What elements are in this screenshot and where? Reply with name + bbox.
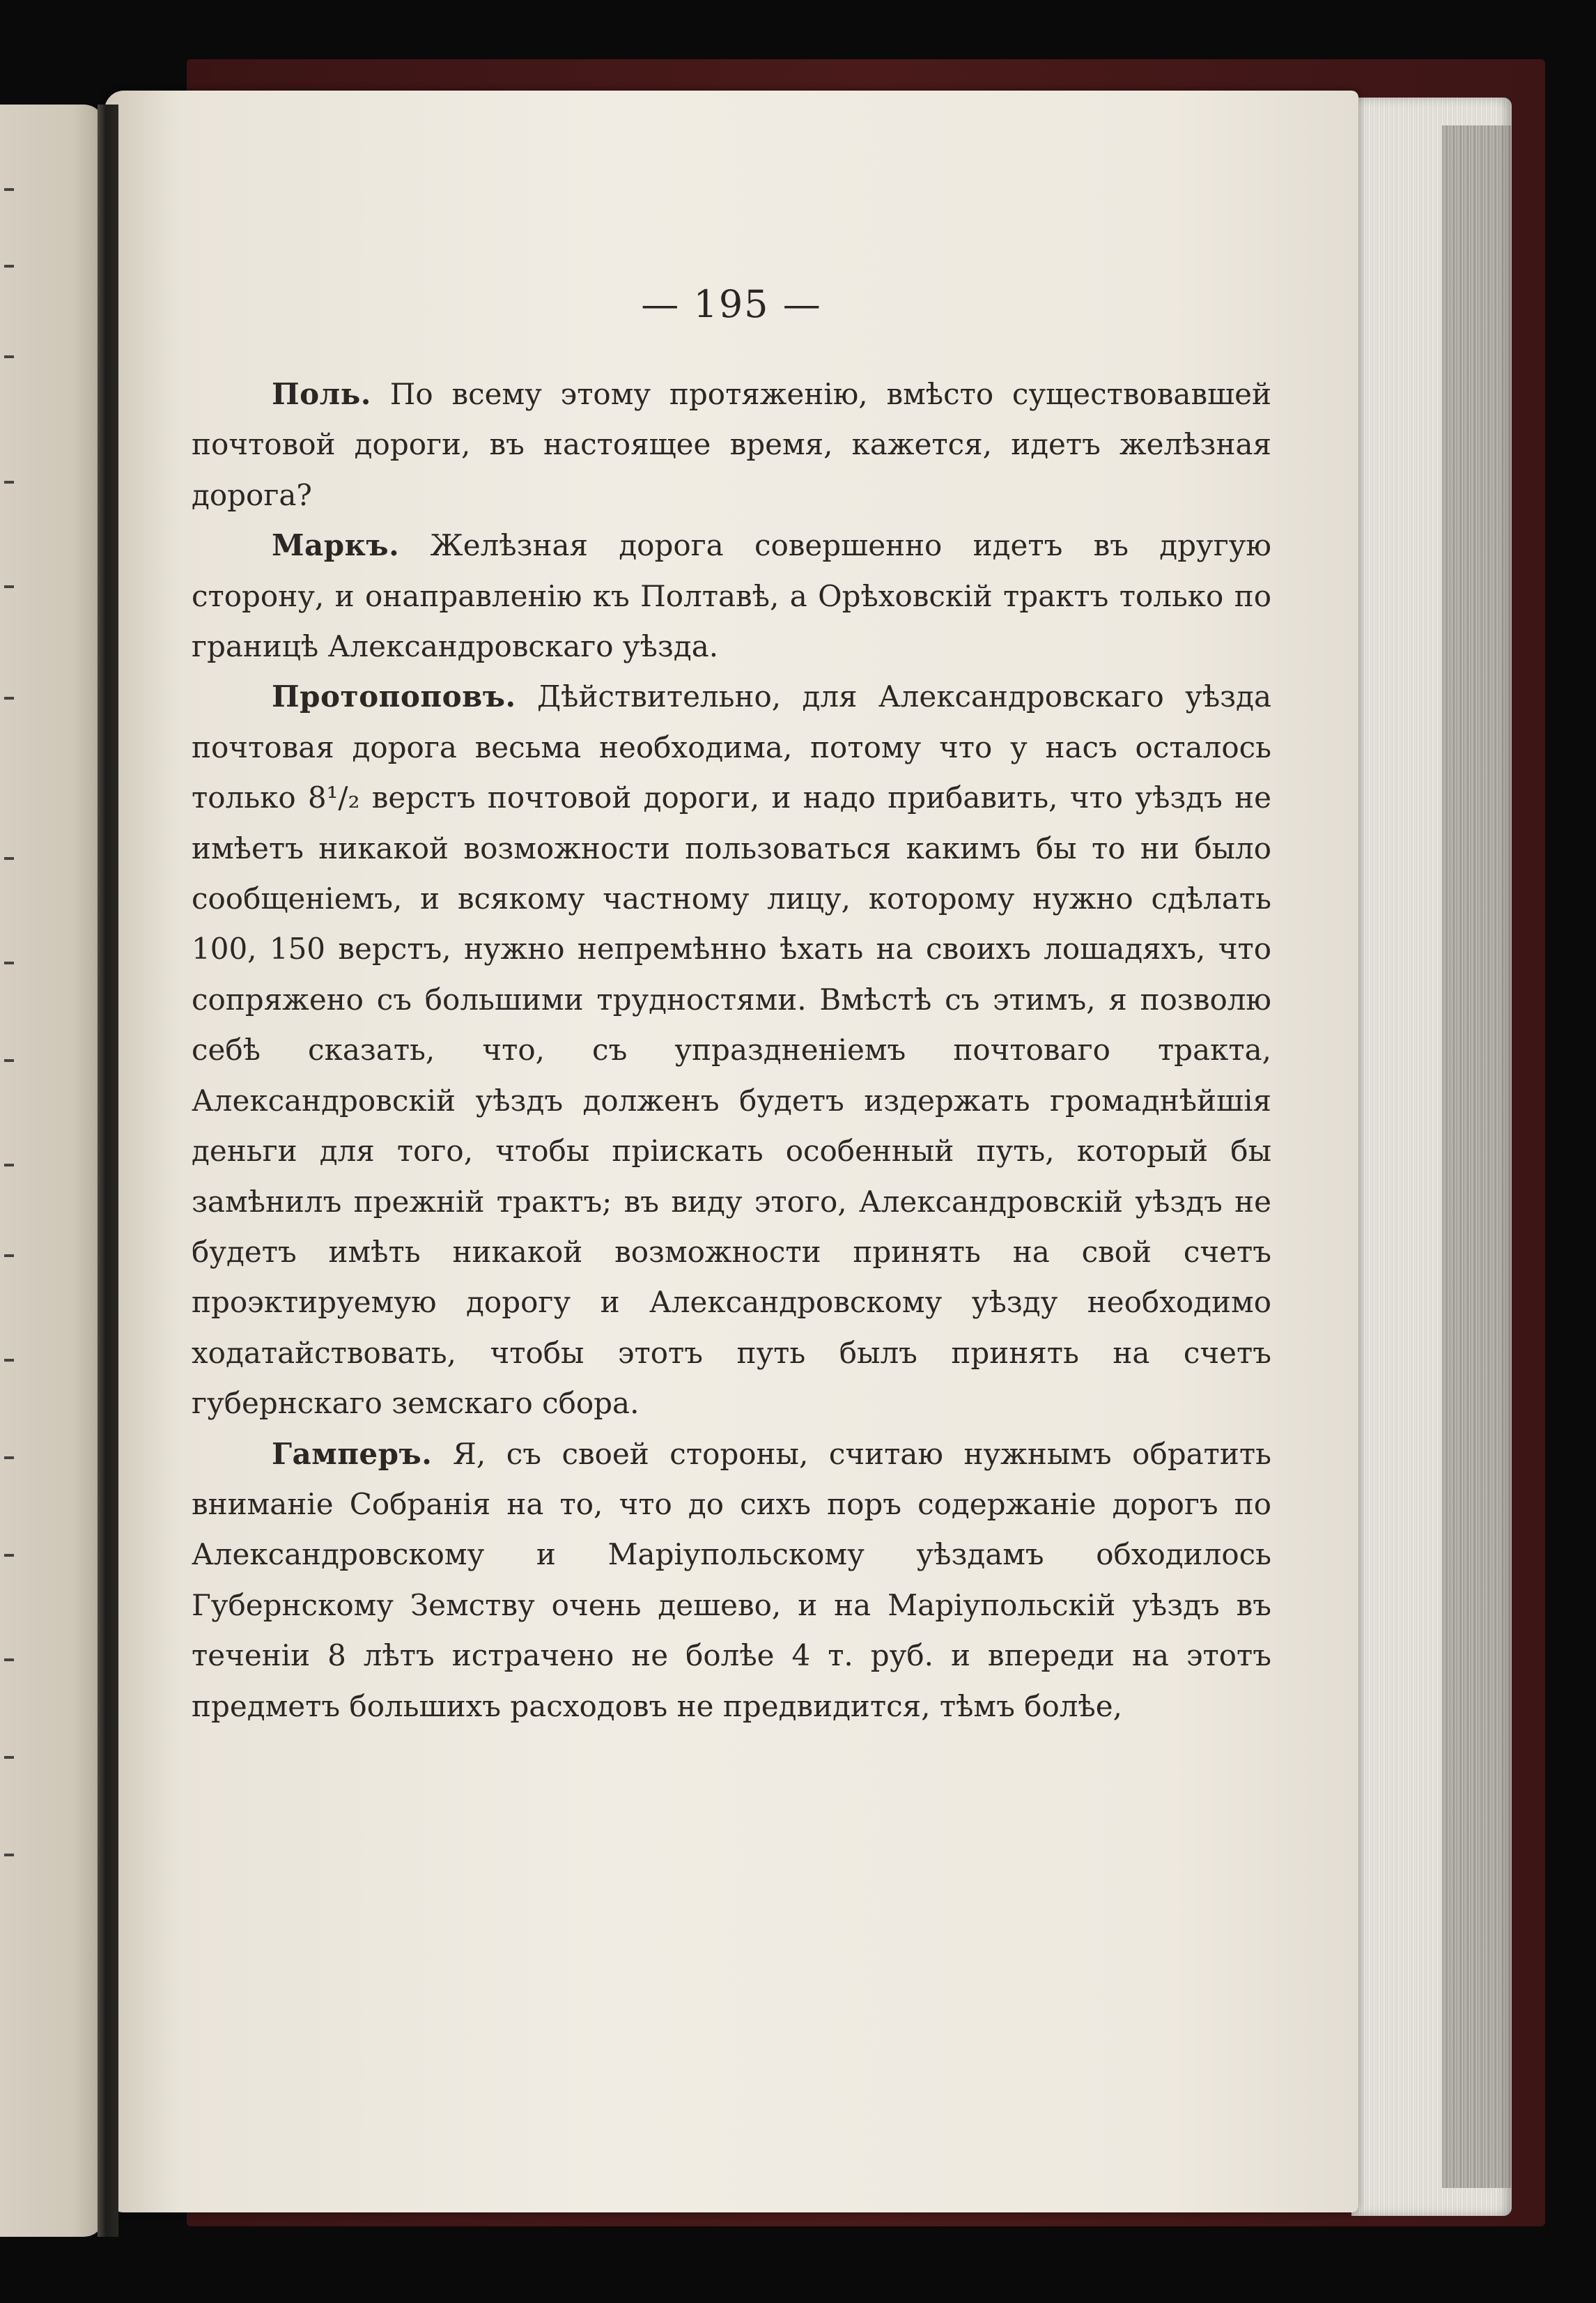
paragraph-text: Желѣзная дорога совершенно идетъ въ другую сторону, и онаправленію къ Полтавѣ, а Орѣховскій трактъ только по границѣ Александровскаго уѣзда.	[192, 528, 1271, 664]
speaker-name: Маркъ.	[272, 528, 400, 563]
speaker-name: Гамперъ.	[272, 1436, 433, 1471]
text-fragment	[4, 355, 14, 358]
text-fragment	[4, 585, 14, 588]
text-fragment	[4, 188, 14, 191]
book-gutter	[98, 105, 118, 2237]
paragraph	[192, 1429, 1271, 1732]
text-fragment	[4, 1658, 14, 1661]
text-fragment	[4, 1164, 14, 1166]
text-fragment	[4, 1254, 14, 1257]
left-page-text-edge	[0, 105, 21, 2237]
speaker-name: Протопоповъ.	[272, 679, 516, 714]
text-fragment	[4, 265, 14, 268]
text-fragment	[4, 1359, 14, 1362]
speaker-name: Поль.	[272, 377, 371, 411]
text-fragment	[4, 481, 14, 484]
page-text	[192, 369, 1271, 1732]
left-facing-page	[0, 105, 104, 2237]
text-fragment	[4, 1854, 14, 1856]
paragraph-text: По всему этому протяженію, вмѣсто существовавшей почтовой дороги, въ настоящее время, кажется, идетъ желѣзная дорога?	[192, 377, 1271, 512]
paragraph	[192, 521, 1271, 672]
text-fragment	[4, 1554, 14, 1557]
paragraph	[192, 369, 1271, 521]
paragraph-text: Я, съ своей стороны, считаю нужнымъ обратить вниманіе Собранія на то, что до сихъ поръ содержаніе дорогъ по Александровскому и Маріупольскому уѣздамъ обходилось Губернскому Земству очень дешево, и на Маріупольскій уѣздъ въ теченіи 8 лѣтъ истрачено не болѣе 4 т. руб. и впереди на этотъ предметъ большихъ расходовъ не предвидится, тѣмъ болѣе,	[192, 1436, 1271, 1723]
text-fragment	[4, 697, 14, 700]
text-fragment	[4, 962, 14, 964]
page-number: — 195 —	[641, 282, 822, 326]
page-stack-shadow	[1442, 125, 1512, 2188]
paragraph-text: Дѣйствительно, для Александровскаго уѣзда почтовая дорога весьма необходима, потому что у насъ осталось только 8¹/₂ верстъ почтовой дороги, и надо прибавить, что уѣздъ не имѣетъ никакой возможности пользоваться какимъ бы то ни было сообщеніемъ, и всякому частному лицу, которому нужно сдѣлать 100, 150 верстъ, нужно непремѣнно ѣхать на своихъ лошадяхъ, что сопряжено съ большими трудностями. Вмѣстѣ съ этимъ, я позволю себѣ сказать, что, съ упраздненіемъ почтоваго тракта, Александровскій уѣздъ долженъ будетъ издержать громаднѣйшія деньги для того, чтобы пріискать особенный путь, который бы замѣнилъ прежній трактъ; въ виду этого, Александровскій уѣздъ не будетъ имѣть никакой возможности принять на свой счетъ проэктируемую дорогу и Александровскому уѣзду необходимо ходатайствовать, чтобы этотъ путь былъ принять на счетъ губернскаго земскаго сбора.	[192, 679, 1271, 1421]
text-fragment	[4, 1756, 14, 1759]
paragraph	[192, 672, 1271, 1428]
text-fragment	[4, 1456, 14, 1459]
book-page	[104, 91, 1358, 2212]
text-fragment	[4, 1059, 14, 1062]
text-fragment	[4, 857, 14, 860]
